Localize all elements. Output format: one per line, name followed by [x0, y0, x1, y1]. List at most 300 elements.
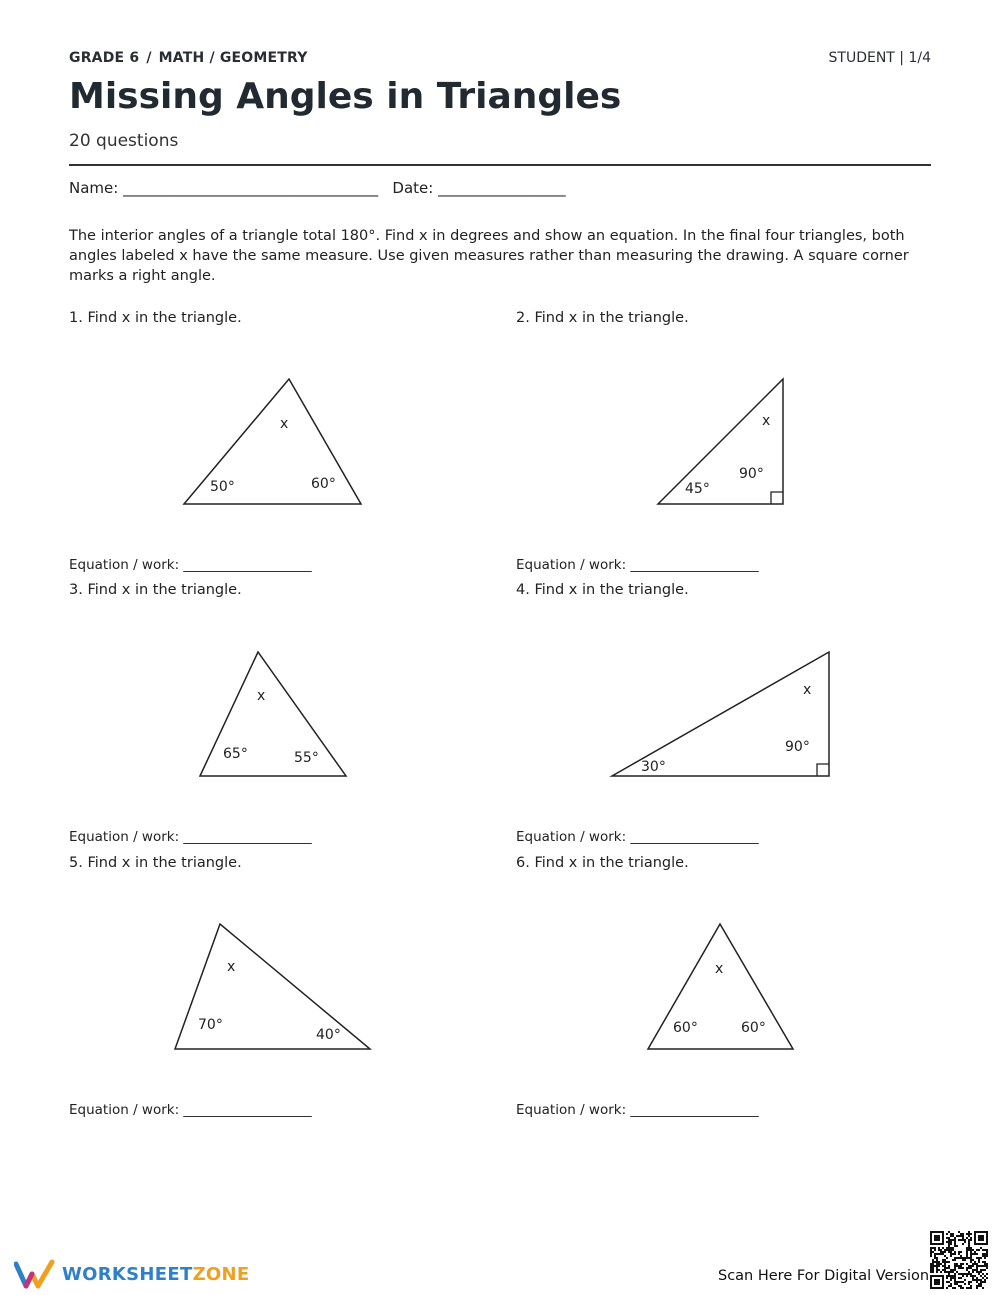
qr-module: [954, 1273, 956, 1275]
qr-module: [962, 1243, 964, 1245]
qr-module: [958, 1277, 960, 1279]
qr-module: [930, 1255, 932, 1257]
qr-module: [940, 1253, 942, 1255]
qr-module: [966, 1257, 968, 1259]
qr-module: [932, 1261, 934, 1263]
qr-module: [950, 1243, 952, 1245]
qr-module: [946, 1249, 948, 1251]
qr-module: [944, 1255, 946, 1257]
qr-module: [964, 1279, 966, 1281]
scan-caption: Scan Here For Digital Version: [718, 1268, 930, 1284]
qr-module: [950, 1249, 952, 1251]
question-4-label: 4. Find x in the triangle.: [516, 582, 689, 598]
qr-module: [984, 1263, 986, 1265]
qr-module: [964, 1257, 966, 1259]
qr-module: [950, 1247, 952, 1249]
name-field[interactable]: Name: __________________________________: [69, 179, 379, 197]
qr-module: [962, 1275, 964, 1277]
qr-module: [984, 1253, 986, 1255]
qr-module: [960, 1239, 962, 1241]
qr-module: [958, 1265, 960, 1267]
qr-module: [976, 1281, 978, 1283]
qr-module: [984, 1249, 986, 1251]
qr-module: [950, 1283, 952, 1285]
qr-module: [948, 1251, 950, 1253]
qr-module: [950, 1285, 952, 1287]
qr-module: [950, 1271, 952, 1273]
question-4-work-line[interactable]: Equation / work: ___________________: [516, 829, 759, 845]
qr-module: [942, 1259, 944, 1261]
angle-label-left: 70°: [198, 1017, 223, 1033]
qr-module: [982, 1273, 984, 1275]
qr-module: [950, 1279, 952, 1281]
qr-module: [930, 1251, 932, 1253]
qr-module: [934, 1261, 936, 1263]
qr-module: [984, 1257, 986, 1259]
qr-module: [986, 1277, 988, 1279]
qr-module: [948, 1247, 950, 1249]
qr-module: [954, 1237, 956, 1239]
qr-module: [936, 1267, 938, 1269]
qr-module: [944, 1271, 946, 1273]
qr-module: [946, 1261, 948, 1263]
qr-module: [978, 1259, 980, 1261]
qr-module: [940, 1263, 942, 1265]
qr-module: [976, 1265, 978, 1267]
qr-module: [952, 1249, 954, 1251]
qr-module: [934, 1279, 940, 1285]
qr-module: [976, 1277, 978, 1279]
qr-module: [968, 1281, 970, 1283]
question-2-work-line[interactable]: Equation / work: ___________________: [516, 557, 759, 573]
qr-module: [944, 1251, 946, 1253]
qr-module: [930, 1253, 932, 1255]
question-count: 20 questions: [69, 131, 179, 151]
qr-module: [964, 1273, 966, 1275]
qr-module: [968, 1257, 970, 1259]
qr-module: [960, 1287, 962, 1289]
question-5-label: 5. Find x in the triangle.: [69, 855, 242, 871]
qr-module: [962, 1239, 964, 1241]
qr-module: [956, 1257, 958, 1259]
qr-module: [960, 1285, 962, 1287]
qr-module: [972, 1275, 974, 1277]
qr-module: [948, 1275, 950, 1277]
qr-module: [946, 1257, 948, 1259]
qr-module: [952, 1253, 954, 1255]
page-title: Missing Angles in Triangles: [69, 76, 622, 117]
qr-module: [930, 1263, 932, 1265]
qr-module: [970, 1287, 972, 1289]
question-2-label: 2. Find x in the triangle.: [516, 310, 689, 326]
qr-module: [970, 1237, 972, 1239]
brand-part-2: ZONE: [192, 1264, 250, 1285]
qr-module: [954, 1281, 956, 1283]
angle-label-x: x: [803, 682, 812, 698]
qr-module: [958, 1285, 960, 1287]
qr-module: [966, 1233, 968, 1235]
qr-module: [980, 1281, 982, 1283]
qr-module: [968, 1247, 970, 1249]
qr-module: [966, 1263, 968, 1265]
qr-module: [948, 1249, 950, 1251]
qr-module: [948, 1285, 950, 1287]
qr-module: [954, 1243, 956, 1245]
question-6-work-line[interactable]: Equation / work: ___________________: [516, 1102, 759, 1118]
qr-module: [932, 1251, 934, 1253]
qr-module: [932, 1265, 934, 1267]
qr-module: [954, 1239, 956, 1241]
qr-module: [966, 1273, 968, 1275]
qr-module: [966, 1287, 968, 1289]
qr-module: [950, 1251, 952, 1253]
qr-module: [932, 1269, 934, 1271]
qr-module: [972, 1263, 974, 1265]
qr-module: [960, 1273, 962, 1275]
qr-module: [984, 1279, 986, 1281]
qr-module: [956, 1265, 958, 1267]
qr-module: [970, 1273, 972, 1275]
qr-module: [976, 1271, 978, 1273]
qr-module: [954, 1253, 956, 1255]
angle-label-right: 60°: [311, 476, 336, 492]
qr-module: [984, 1261, 986, 1263]
qr-module: [960, 1255, 962, 1257]
qr-module: [946, 1247, 948, 1249]
date-field[interactable]: Date: _________________: [392, 179, 566, 197]
qr-module: [982, 1253, 984, 1255]
qr-module: [948, 1281, 950, 1283]
qr-module: [970, 1281, 972, 1283]
qr-module: [936, 1269, 938, 1271]
qr-module: [966, 1255, 968, 1257]
qr-module: [974, 1253, 976, 1255]
question-3-label: 3. Find x in the triangle.: [69, 582, 242, 598]
qr-module: [978, 1271, 980, 1273]
qr-module: [980, 1279, 982, 1281]
qr-module: [950, 1269, 952, 1271]
qr-module: [986, 1253, 988, 1255]
qr-code-icon[interactable]: [930, 1231, 988, 1289]
qr-module: [968, 1283, 970, 1285]
qr-module: [984, 1265, 986, 1267]
qr-module: [966, 1253, 968, 1255]
qr-module: [970, 1259, 972, 1261]
qr-module: [974, 1261, 976, 1263]
qr-module: [944, 1263, 946, 1265]
qr-module: [982, 1281, 984, 1283]
qr-module: [968, 1267, 970, 1269]
qr-module: [958, 1253, 960, 1255]
qr-module: [948, 1265, 950, 1267]
qr-module: [974, 1263, 976, 1265]
qr-module: [930, 1269, 932, 1271]
qr-module: [980, 1265, 982, 1267]
qr-module: [948, 1271, 950, 1273]
qr-module: [960, 1235, 962, 1237]
qr-module: [972, 1265, 974, 1267]
qr-module: [970, 1267, 972, 1269]
qr-module: [954, 1275, 956, 1277]
qr-module: [948, 1267, 950, 1269]
qr-module: [966, 1275, 968, 1277]
qr-module: [956, 1271, 958, 1273]
qr-module: [962, 1237, 964, 1239]
qr-module: [978, 1261, 980, 1263]
angle-label-left: 65°: [223, 746, 248, 762]
qr-module: [976, 1257, 978, 1259]
qr-module: [930, 1249, 932, 1251]
qr-module: [930, 1267, 932, 1269]
qr-module: [950, 1255, 952, 1257]
qr-module: [944, 1265, 946, 1267]
angle-label-left: 50°: [210, 479, 235, 495]
qr-module: [960, 1277, 962, 1279]
qr-module: [980, 1247, 982, 1249]
qr-module: [984, 1281, 986, 1283]
qr-module: [962, 1235, 964, 1237]
qr-module: [972, 1249, 974, 1251]
qr-module: [954, 1257, 956, 1259]
qr-module: [980, 1257, 982, 1259]
qr-module: [942, 1251, 944, 1253]
question-1-work-line[interactable]: Equation / work: ___________________: [69, 557, 312, 573]
qr-module: [972, 1277, 974, 1279]
qr-module: [952, 1235, 954, 1237]
qr-module: [980, 1283, 982, 1285]
qr-module: [950, 1239, 952, 1241]
qr-module: [946, 1267, 948, 1269]
qr-module: [954, 1265, 956, 1267]
qr-module: [948, 1231, 950, 1233]
qr-module: [950, 1235, 952, 1237]
qr-module: [940, 1251, 942, 1253]
qr-module: [944, 1267, 946, 1269]
qr-module: [960, 1267, 962, 1269]
qr-module: [948, 1261, 950, 1263]
qr-module: [938, 1265, 940, 1267]
qr-module: [978, 1249, 980, 1251]
qr-module: [982, 1249, 984, 1251]
qr-module: [938, 1247, 940, 1249]
qr-module: [976, 1267, 978, 1269]
qr-module: [968, 1243, 970, 1245]
qr-module: [968, 1271, 970, 1273]
qr-module: [970, 1251, 972, 1253]
qr-module: [934, 1257, 936, 1259]
qr-module: [966, 1247, 968, 1249]
qr-module: [972, 1259, 974, 1261]
qr-module: [978, 1265, 980, 1267]
qr-module: [976, 1253, 978, 1255]
qr-module: [966, 1249, 968, 1251]
qr-module: [976, 1269, 978, 1271]
qr-module: [944, 1249, 946, 1251]
qr-module: [952, 1247, 954, 1249]
qr-module: [962, 1281, 964, 1283]
qr-module: [982, 1261, 984, 1263]
qr-module: [952, 1277, 954, 1279]
question-6-label: 6. Find x in the triangle.: [516, 855, 689, 871]
qr-module: [956, 1281, 958, 1283]
qr-module: [936, 1263, 938, 1265]
qr-module: [980, 1275, 982, 1277]
qr-module: [970, 1257, 972, 1259]
qr-module: [974, 1279, 976, 1281]
angle-label-x: x: [762, 413, 771, 429]
qr-module: [938, 1261, 940, 1263]
qr-module: [972, 1269, 974, 1271]
qr-module: [940, 1271, 942, 1273]
qr-module: [942, 1265, 944, 1267]
qr-module: [930, 1271, 932, 1273]
angle-label-x: x: [280, 416, 289, 432]
qr-module: [954, 1279, 956, 1281]
qr-module: [970, 1255, 972, 1257]
qr-module: [970, 1261, 972, 1263]
qr-module: [966, 1269, 968, 1271]
qr-module: [958, 1257, 960, 1259]
qr-module: [982, 1287, 984, 1289]
qr-module: [952, 1287, 954, 1289]
qr-module: [978, 1257, 980, 1259]
qr-module: [936, 1265, 938, 1267]
qr-module: [958, 1281, 960, 1283]
qr-module: [986, 1249, 988, 1251]
qr-module: [948, 1237, 950, 1239]
question-5-work-line[interactable]: Equation / work: ___________________: [69, 1102, 312, 1118]
triangle-shape: [648, 924, 793, 1049]
qr-module: [950, 1275, 952, 1277]
qr-module: [944, 1261, 946, 1263]
qr-module: [952, 1275, 954, 1277]
qr-module: [978, 1279, 980, 1281]
qr-module: [976, 1263, 978, 1265]
qr-module: [950, 1277, 952, 1279]
qr-module: [968, 1231, 970, 1233]
qr-module: [960, 1251, 962, 1253]
qr-module: [984, 1255, 986, 1257]
qr-module: [950, 1241, 952, 1243]
qr-module: [932, 1259, 934, 1261]
qr-module: [970, 1249, 972, 1251]
qr-module: [976, 1279, 978, 1281]
question-3-work-line[interactable]: Equation / work: ___________________: [69, 829, 312, 845]
angle-label-left: 30°: [641, 759, 666, 775]
qr-module: [956, 1283, 958, 1285]
qr-module: [970, 1239, 972, 1241]
qr-module: [962, 1273, 964, 1275]
qr-module: [934, 1247, 936, 1249]
qr-module: [978, 1273, 980, 1275]
qr-module: [942, 1269, 944, 1271]
qr-module: [970, 1233, 972, 1235]
qr-module: [980, 1285, 982, 1287]
angle-label-left: 60°: [673, 1020, 698, 1036]
qr-module: [958, 1273, 960, 1275]
qr-module: [986, 1265, 988, 1267]
qr-module: [970, 1247, 972, 1249]
qr-module: [954, 1287, 956, 1289]
qr-module: [948, 1245, 950, 1247]
qr-module: [964, 1241, 966, 1243]
qr-module: [982, 1255, 984, 1257]
qr-module: [978, 1285, 980, 1287]
qr-module: [932, 1271, 934, 1273]
qr-module: [962, 1287, 964, 1289]
question-1-label: 1. Find x in the triangle.: [69, 310, 242, 326]
angle-label-right: 40°: [316, 1027, 341, 1043]
qr-module: [954, 1245, 956, 1247]
qr-module: [966, 1251, 968, 1253]
qr-module: [948, 1243, 950, 1245]
qr-module: [954, 1251, 956, 1253]
qr-module: [974, 1251, 976, 1253]
qr-module: [954, 1259, 956, 1261]
qr-module: [946, 1275, 948, 1277]
qr-module: [946, 1287, 948, 1289]
qr-module: [986, 1255, 988, 1257]
qr-module: [974, 1269, 976, 1271]
qr-module: [978, 1283, 980, 1285]
qr-module: [986, 1251, 988, 1253]
qr-module: [968, 1273, 970, 1275]
qr-module: [976, 1287, 978, 1289]
qr-module: [984, 1269, 986, 1271]
qr-module: [950, 1233, 952, 1235]
qr-module: [934, 1265, 936, 1267]
qr-module: [946, 1237, 948, 1239]
qr-module: [938, 1249, 940, 1251]
qr-module: [968, 1249, 970, 1251]
qr-module: [942, 1253, 944, 1255]
qr-module: [970, 1275, 972, 1277]
qr-module: [970, 1265, 972, 1267]
qr-module: [964, 1259, 966, 1261]
qr-module: [952, 1269, 954, 1271]
qr-module: [932, 1263, 934, 1265]
qr-module: [954, 1277, 956, 1279]
angle-label-x: x: [227, 959, 236, 975]
qr-module: [946, 1277, 948, 1279]
qr-module: [960, 1263, 962, 1265]
qr-module: [954, 1269, 956, 1271]
qr-module: [974, 1275, 976, 1277]
qr-module: [962, 1233, 964, 1235]
qr-module: [956, 1245, 958, 1247]
qr-module: [942, 1247, 944, 1249]
qr-module: [942, 1261, 944, 1263]
qr-module: [952, 1233, 954, 1235]
qr-module: [972, 1271, 974, 1273]
qr-module: [976, 1285, 978, 1287]
instructions: The interior angles of a triangle total 180°. Find x in degrees and show an equation. In the final four triangles, both angles labeled x have the same measure. Use given measures rather than measuring the drawing. A square corner marks a right angle.: [69, 228, 909, 284]
qr-module: [938, 1263, 940, 1265]
qr-module: [968, 1245, 970, 1247]
qr-module: [936, 1257, 938, 1259]
qr-module: [946, 1281, 948, 1283]
qr-module: [982, 1277, 984, 1279]
qr-module: [960, 1233, 962, 1235]
qr-module: [934, 1253, 936, 1255]
qr-module: [968, 1235, 970, 1237]
qr-module: [940, 1249, 942, 1251]
qr-module: [964, 1283, 966, 1285]
qr-module: [954, 1241, 956, 1243]
qr-module: [934, 1255, 936, 1257]
qr-module: [986, 1267, 988, 1269]
qr-module: [936, 1271, 938, 1273]
